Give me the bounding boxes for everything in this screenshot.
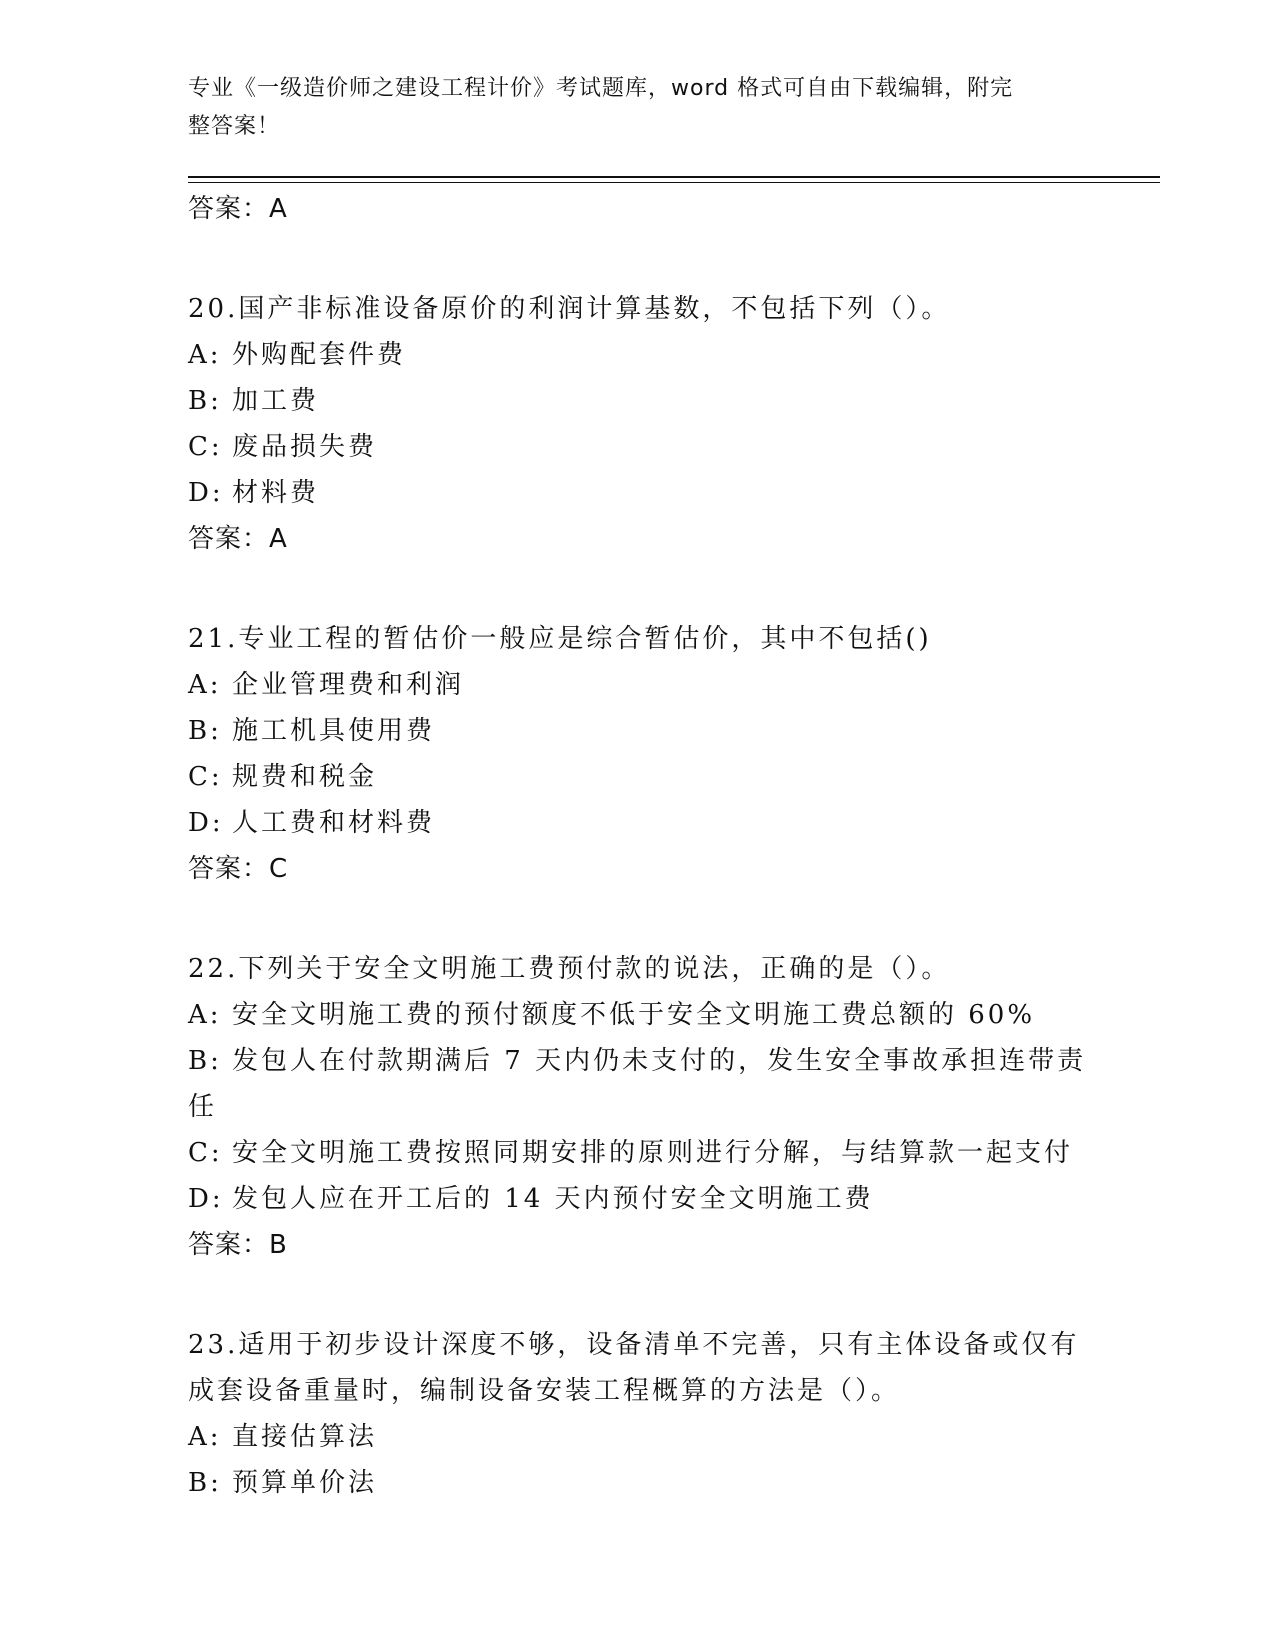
question-block — [188, 616, 1088, 892]
question-option — [188, 662, 1088, 708]
question-stem: 21.专业工程的暂估价一般应是综合暂估价，其中不包括() — [188, 624, 932, 654]
option-letter: A: — [188, 670, 222, 700]
question-option — [188, 754, 1088, 800]
question-spacer — [188, 1268, 1088, 1322]
option-text: 加工费 — [232, 386, 320, 416]
option-text: 规费和税金 — [232, 762, 378, 792]
option-text: 施工机具使用费 — [232, 716, 436, 746]
question-spacer — [188, 892, 1088, 946]
question-option — [188, 1460, 1088, 1506]
question-option — [188, 800, 1088, 846]
option-text: 直接估算法 — [232, 1422, 378, 1452]
answer-line: 答案：A — [188, 194, 288, 224]
option-text: 废品损失费 — [232, 432, 378, 462]
question-stem: 20.国产非标准设备原价的利润计算基数，不包括下列（）。 — [188, 294, 951, 324]
question-option — [188, 1038, 1088, 1084]
option-letter: B: — [188, 1046, 222, 1076]
option-text: 外购配套件费 — [232, 340, 407, 370]
option-text: 安全文明施工费按照同期安排的原则进行分解，与结算款一起支付 — [232, 1138, 1074, 1168]
header-divider — [188, 176, 1160, 178]
question-stem: 成套设备重量时，编制设备安装工程概算的方法是（）。 — [188, 1376, 901, 1406]
question-option — [188, 1176, 1088, 1222]
option-text: 材料费 — [232, 478, 320, 508]
question-block — [188, 286, 1088, 562]
question-option — [188, 378, 1088, 424]
option-text: 发包人在付款期满后 7 天内仍未支付的，发生安全事故承担连带责 — [232, 1046, 1087, 1076]
header-line-2: 整答案！ — [188, 114, 281, 139]
question-option — [188, 1414, 1088, 1460]
option-letter: D: — [188, 1184, 224, 1214]
question-option — [188, 992, 1088, 1038]
question-block — [188, 946, 1088, 1268]
question-spacer — [188, 562, 1088, 616]
option-text: 安全文明施工费的预付额度不低于安全文明施工费总额的 60% — [232, 1000, 1036, 1030]
header-divider-thin — [188, 182, 1160, 183]
option-text: 人工费和材料费 — [232, 808, 436, 838]
option-letter: D: — [188, 478, 224, 508]
question-option — [188, 332, 1088, 378]
answer-line: 答案：B — [188, 1230, 288, 1260]
option-letter: A: — [188, 1422, 222, 1452]
question-list — [188, 186, 1088, 1506]
question-option — [188, 470, 1088, 516]
question-option — [188, 1084, 1088, 1130]
question-option — [188, 424, 1088, 470]
option-letter: B: — [188, 386, 222, 416]
document-header — [188, 70, 1068, 146]
question-option — [188, 1130, 1088, 1176]
question-spacer — [188, 232, 1088, 286]
option-letter: A: — [188, 340, 222, 370]
option-letter: A: — [188, 1000, 222, 1030]
answer-line: 答案：C — [188, 854, 289, 884]
option-text: 预算单价法 — [232, 1468, 378, 1498]
option-letter: C: — [188, 432, 223, 462]
question-stem: 22.下列关于安全文明施工费预付款的说法，正确的是（）。 — [188, 954, 951, 984]
option-text: 发包人应在开工后的 14 天内预付安全文明施工费 — [232, 1184, 874, 1214]
option-letter: B: — [188, 1468, 222, 1498]
question-block — [188, 1322, 1088, 1506]
option-text: 任 — [188, 1092, 218, 1122]
option-letter: B: — [188, 716, 222, 746]
question-stem: 23.适用于初步设计深度不够，设备清单不完善，只有主体设备或仅有 — [188, 1330, 1080, 1360]
option-letter: C: — [188, 762, 223, 792]
question-option — [188, 708, 1088, 754]
option-letter: D: — [188, 808, 224, 838]
header-line-1: 专业《一级造价师之建设工程计价》考试题库，word 格式可自由下载编辑，附完 — [188, 76, 1014, 101]
option-letter: C: — [188, 1138, 223, 1168]
option-text: 企业管理费和利润 — [232, 670, 465, 700]
answer-line: 答案：A — [188, 524, 288, 554]
